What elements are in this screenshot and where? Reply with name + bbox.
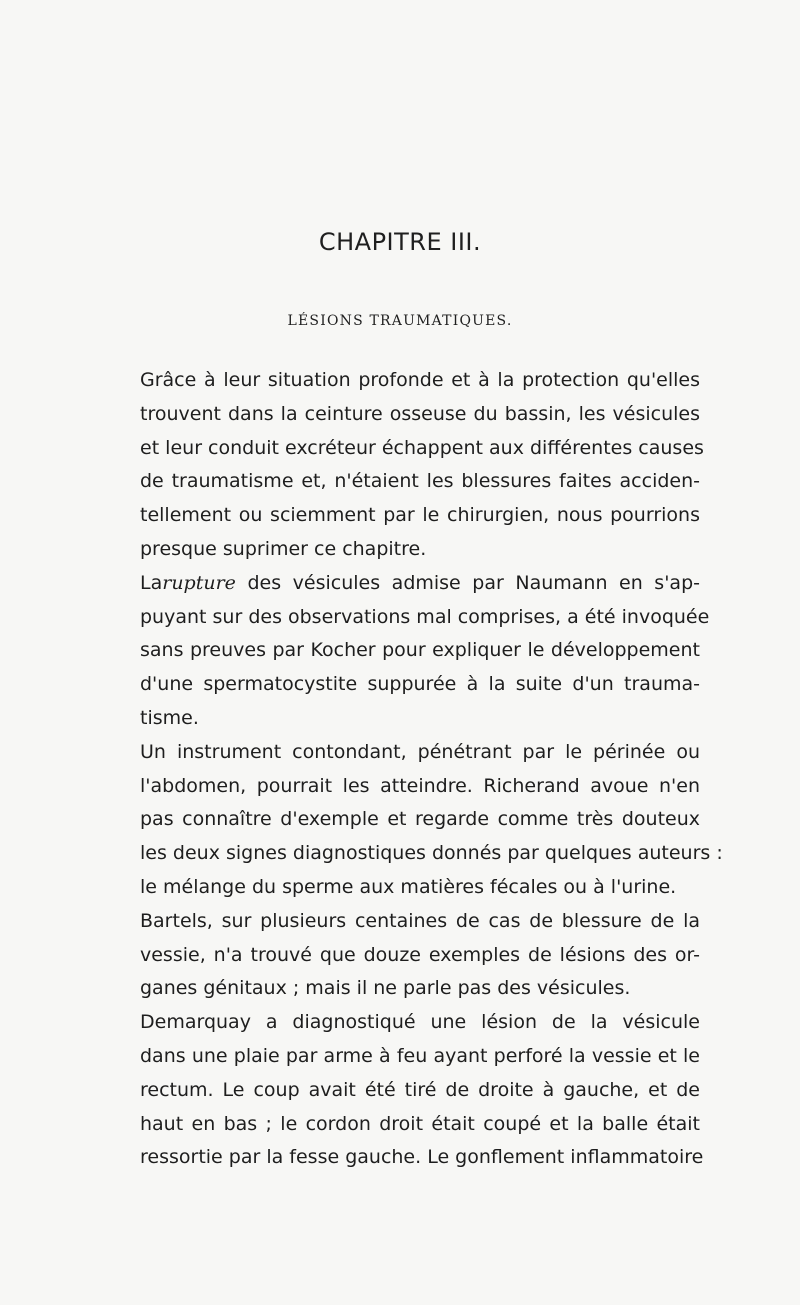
word-rupture: rupture (162, 571, 236, 594)
text-line: et leur conduit excréteur échappent aux différentes causes (140, 436, 704, 459)
text-line: de traumatisme et, n'étaient les blessures faites acciden- (140, 470, 700, 493)
text-line: tisme. (140, 706, 199, 729)
text-line: le mélange du sperme aux matières fécales ou à l'urine. (140, 875, 677, 898)
text-line: les deux signes diagnostiques donnés par quelques auteurs : (140, 842, 723, 865)
text-line: Un instrument contondant, pénétrant par le périnée ou (140, 740, 700, 763)
chapter-title: CHAPITRE III. (318, 228, 482, 256)
text-line: ressortie par la fesse gauche. Le gonflement inflammatoire (140, 1146, 704, 1169)
text-line: haut en bas ; le cordon droit était coupé et la balle était (140, 1112, 700, 1135)
text-line: Grâce à leur situation profonde et à la protection qu'elles (140, 369, 700, 391)
text-line-rest: des vésicules admise par Naumann en s'ap- (247, 571, 700, 594)
section-title: LÉSIONS TRAUMATIQUES. (287, 313, 513, 329)
text-line: Demarquay a diagnostiqué une lésion de la vésicule (140, 1011, 700, 1034)
word-la: La (140, 571, 163, 594)
text-line: d'une spermatocystite suppurée à la suite d'un trauma- (140, 673, 700, 696)
text-line-rupture (140, 567, 700, 601)
text-line: presque suprimer ce chapitre. (140, 537, 427, 560)
text-line: sans preuves par Kocher pour expliquer le développement (140, 639, 700, 662)
text-line: Bartels, sur plusieurs centaines de cas de blessure de la (140, 909, 700, 932)
text-line: dans une plaie par arme à feu ayant perforé la vessie et le (140, 1044, 700, 1067)
text-line: puyant sur des observations mal comprises, a été invoquée (140, 605, 710, 628)
body-text (140, 364, 723, 1175)
text-line: rectum. Le coup avait été tiré de droite à gauche, et de (140, 1078, 700, 1101)
text-line: pas connaître d'exemple et regarde comme très douteux (140, 808, 700, 831)
text-line: tellement ou sciemment par le chirurgien, nous pourrions (140, 504, 700, 527)
text-line: ganes génitaux ; mais il ne parle pas des vésicules. (140, 977, 631, 1000)
text-line: vessie, n'a trouvé que douze exemples de lésions des or- (140, 943, 700, 966)
text-line: l'abdomen, pourrait les atteindre. Richerand avoue n'en (140, 774, 700, 797)
text-line: trouvent dans la ceinture osseuse du bassin, les vésicules (140, 402, 700, 425)
